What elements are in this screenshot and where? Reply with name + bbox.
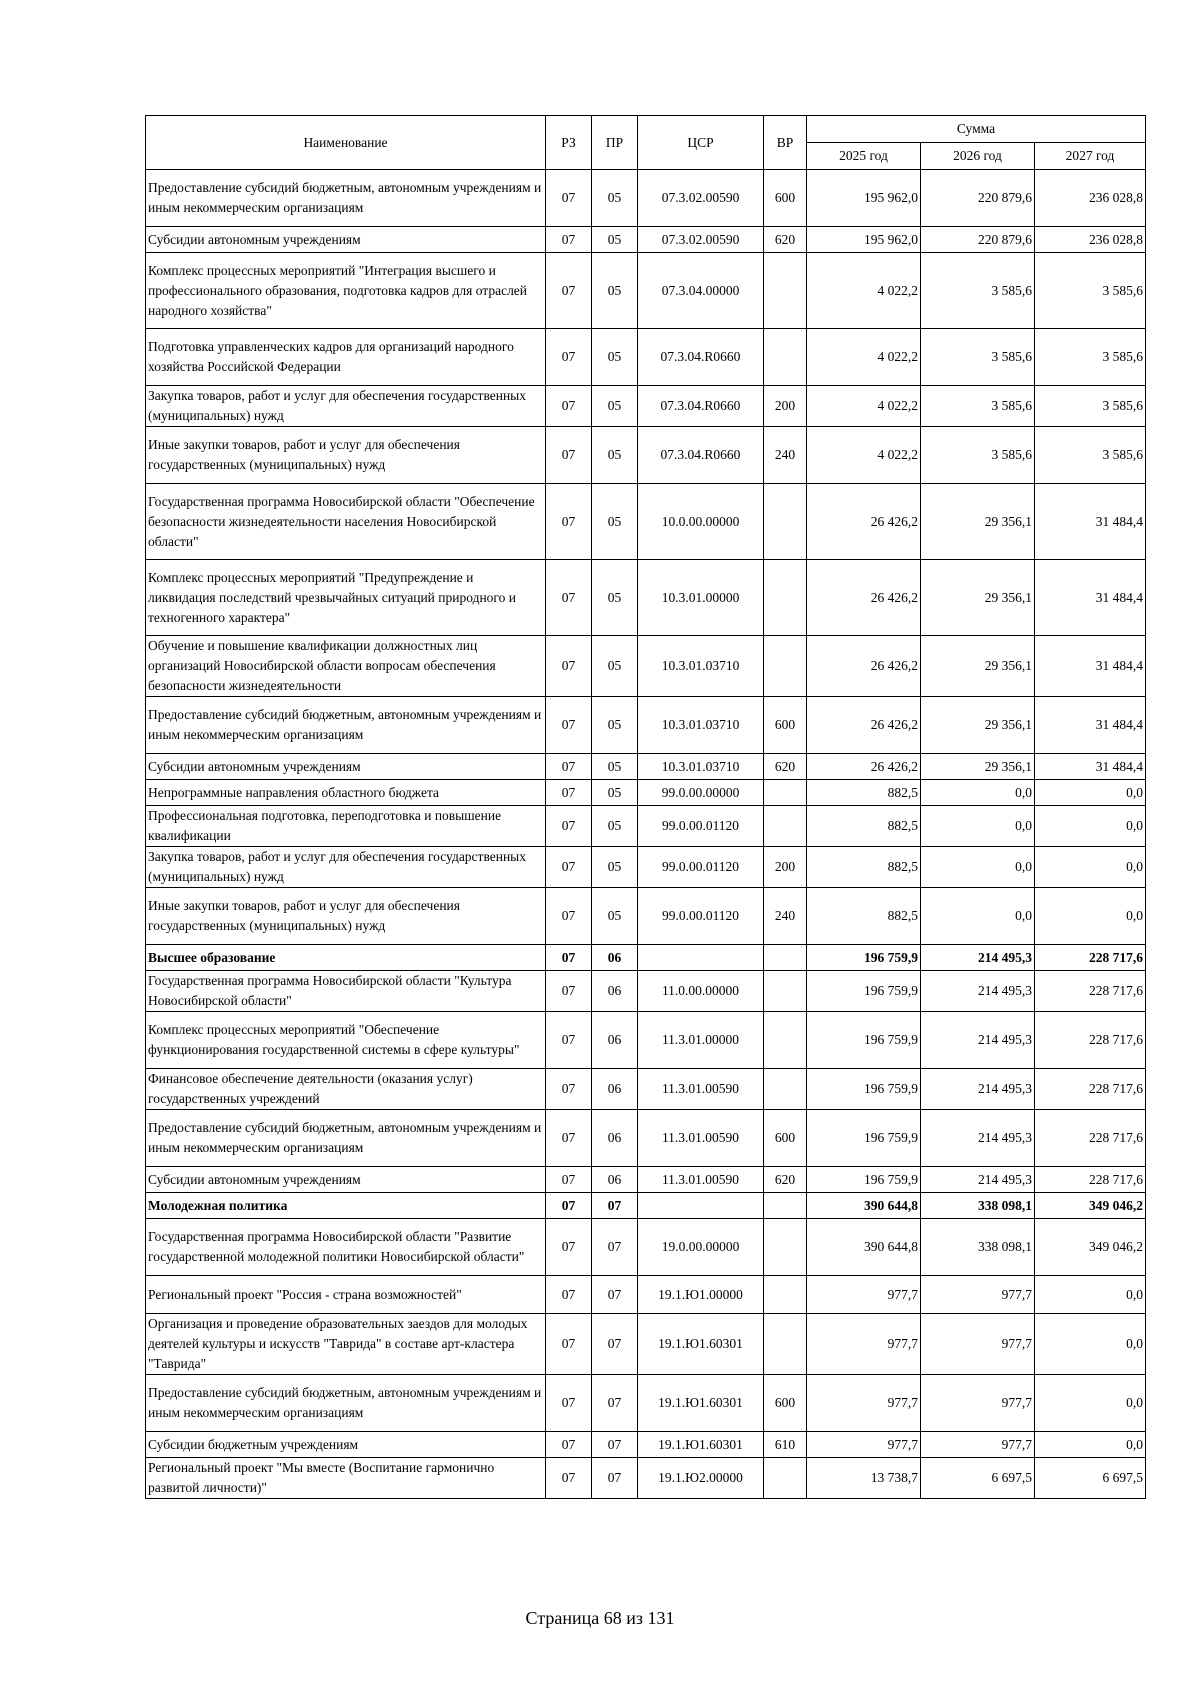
row-vr: [764, 1458, 807, 1499]
row-pr: 06: [592, 1167, 638, 1193]
row-sum-2025: 26 426,2: [807, 484, 921, 560]
row-rz: 07: [546, 780, 592, 806]
row-sum-2026: 29 356,1: [921, 636, 1035, 697]
row-vr: 620: [764, 754, 807, 780]
table-row: [146, 560, 1146, 636]
row-vr: [764, 636, 807, 697]
row-name: Закупка товаров, работ и услуг для обеспечения государственных (муниципальных) нужд: [146, 847, 546, 888]
row-sum-2025: 977,7: [807, 1276, 921, 1314]
row-vr: [764, 1314, 807, 1375]
page-number: Страница 68 из 131: [525, 1608, 675, 1628]
row-sum-2027: 31 484,4: [1035, 484, 1146, 560]
row-csr: 99.0.00.01120: [638, 888, 764, 945]
row-rz: 07: [546, 971, 592, 1012]
row-sum-2025: 195 962,0: [807, 227, 921, 253]
row-rz: 07: [546, 1432, 592, 1458]
row-sum-2025: 13 738,7: [807, 1458, 921, 1499]
table-row: [146, 1219, 1146, 1276]
row-sum-2027: 31 484,4: [1035, 754, 1146, 780]
row-sum-2025: 26 426,2: [807, 636, 921, 697]
row-pr: 06: [592, 1069, 638, 1110]
row-vr: 200: [764, 386, 807, 427]
row-sum-2027: 0,0: [1035, 780, 1146, 806]
header-rz: РЗ: [546, 116, 592, 170]
row-rz: 07: [546, 560, 592, 636]
row-rz: 07: [546, 1314, 592, 1375]
row-name: Комплекс процессных мероприятий "Интеграция высшего и профессионального образования, подготовка кадров для отраслей народного хозяйства": [146, 253, 546, 329]
row-csr: 07.3.04.00000: [638, 253, 764, 329]
row-csr: 99.0.00.01120: [638, 847, 764, 888]
row-name: Комплекс процессных мероприятий "Обеспечение функционирования государственной системы в сфере культуры": [146, 1012, 546, 1069]
row-sum-2026: 3 585,6: [921, 427, 1035, 484]
row-sum-2025: 26 426,2: [807, 697, 921, 754]
row-csr: 10.0.00.00000: [638, 484, 764, 560]
row-csr: 11.3.01.00590: [638, 1110, 764, 1167]
row-sum-2027: 0,0: [1035, 1432, 1146, 1458]
table-row: [146, 806, 1146, 847]
table-row: [146, 1167, 1146, 1193]
row-rz: 07: [546, 329, 592, 386]
row-vr: [764, 945, 807, 971]
row-sum-2026: 214 495,3: [921, 1167, 1035, 1193]
row-sum-2025: 4 022,2: [807, 427, 921, 484]
row-sum-2026: 214 495,3: [921, 1110, 1035, 1167]
row-sum-2026: 977,7: [921, 1375, 1035, 1432]
row-rz: 07: [546, 1193, 592, 1219]
row-name: Непрограммные направления областного бюджета: [146, 780, 546, 806]
row-vr: [764, 329, 807, 386]
row-name: Субсидии автономным учреждениям: [146, 754, 546, 780]
row-pr: 05: [592, 697, 638, 754]
row-rz: 07: [546, 253, 592, 329]
row-pr: 05: [592, 386, 638, 427]
row-name: Субсидии автономным учреждениям: [146, 1167, 546, 1193]
row-sum-2027: 0,0: [1035, 1375, 1146, 1432]
row-pr: 06: [592, 1110, 638, 1167]
table-row: [146, 1432, 1146, 1458]
row-sum-2025: 882,5: [807, 806, 921, 847]
row-sum-2026: 3 585,6: [921, 386, 1035, 427]
row-sum-2025: 196 759,9: [807, 945, 921, 971]
row-vr: [764, 1193, 807, 1219]
row-rz: 07: [546, 484, 592, 560]
row-pr: 05: [592, 780, 638, 806]
row-vr: [764, 1069, 807, 1110]
row-csr: 19.1.Ю1.60301: [638, 1432, 764, 1458]
row-sum-2027: 0,0: [1035, 888, 1146, 945]
row-vr: [764, 484, 807, 560]
row-sum-2027: 6 697,5: [1035, 1458, 1146, 1499]
row-vr: 600: [764, 697, 807, 754]
row-name: Предоставление субсидий бюджетным, автономным учреждениям и иным некоммерческим организациям: [146, 170, 546, 227]
table-row: [146, 1458, 1146, 1499]
row-csr: 07.3.04.R0660: [638, 329, 764, 386]
row-rz: 07: [546, 847, 592, 888]
row-sum-2027: 349 046,2: [1035, 1193, 1146, 1219]
row-rz: 07: [546, 1110, 592, 1167]
row-pr: 05: [592, 806, 638, 847]
row-sum-2025: 977,7: [807, 1314, 921, 1375]
row-sum-2027: 228 717,6: [1035, 1069, 1146, 1110]
row-sum-2025: 4 022,2: [807, 386, 921, 427]
row-sum-2027: 3 585,6: [1035, 386, 1146, 427]
row-csr: 99.0.00.00000: [638, 780, 764, 806]
row-name: Предоставление субсидий бюджетным, автономным учреждениям и иным некоммерческим организациям: [146, 697, 546, 754]
row-pr: 05: [592, 847, 638, 888]
table-row: [146, 636, 1146, 697]
row-pr: 07: [592, 1314, 638, 1375]
row-pr: 05: [592, 888, 638, 945]
row-csr: 11.3.01.00590: [638, 1069, 764, 1110]
row-vr: 620: [764, 1167, 807, 1193]
row-sum-2025: 26 426,2: [807, 754, 921, 780]
row-sum-2027: 3 585,6: [1035, 253, 1146, 329]
row-sum-2025: 196 759,9: [807, 1069, 921, 1110]
row-sum-2026: 0,0: [921, 806, 1035, 847]
row-rz: 07: [546, 1219, 592, 1276]
row-pr: 06: [592, 1012, 638, 1069]
table-row: [146, 1193, 1146, 1219]
table-row: [146, 697, 1146, 754]
row-vr: [764, 971, 807, 1012]
row-pr: 05: [592, 329, 638, 386]
row-csr: 07.3.04.R0660: [638, 386, 764, 427]
table-row: [146, 1375, 1146, 1432]
header-year-2025: 2025 год: [807, 143, 921, 170]
row-pr: 05: [592, 636, 638, 697]
row-sum-2026: 214 495,3: [921, 945, 1035, 971]
row-sum-2025: 196 759,9: [807, 1167, 921, 1193]
table-row: [146, 945, 1146, 971]
row-sum-2027: 236 028,8: [1035, 227, 1146, 253]
row-sum-2026: 29 356,1: [921, 560, 1035, 636]
row-csr: 10.3.01.00000: [638, 560, 764, 636]
row-pr: 07: [592, 1193, 638, 1219]
row-name: Подготовка управленческих кадров для организаций народного хозяйства Российской Федерации: [146, 329, 546, 386]
table-row: [146, 971, 1146, 1012]
table-row: [146, 170, 1146, 227]
row-vr: 600: [764, 1110, 807, 1167]
row-sum-2026: 220 879,6: [921, 227, 1035, 253]
row-csr: 10.3.01.03710: [638, 697, 764, 754]
row-csr: 07.3.04.R0660: [638, 427, 764, 484]
table-row: [146, 780, 1146, 806]
row-sum-2027: 228 717,6: [1035, 945, 1146, 971]
row-rz: 07: [546, 1276, 592, 1314]
row-sum-2025: 882,5: [807, 847, 921, 888]
row-rz: 07: [546, 945, 592, 971]
row-vr: [764, 1219, 807, 1276]
row-csr: 19.1.Ю1.60301: [638, 1375, 764, 1432]
row-pr: 05: [592, 227, 638, 253]
row-pr: 05: [592, 427, 638, 484]
row-sum-2025: 882,5: [807, 780, 921, 806]
row-sum-2026: 214 495,3: [921, 1012, 1035, 1069]
row-rz: 07: [546, 170, 592, 227]
table-row: [146, 1314, 1146, 1375]
row-pr: 07: [592, 1276, 638, 1314]
row-csr: 11.0.00.00000: [638, 971, 764, 1012]
row-sum-2027: 0,0: [1035, 1276, 1146, 1314]
row-sum-2026: 3 585,6: [921, 329, 1035, 386]
table-row: [146, 484, 1146, 560]
row-csr: 19.0.00.00000: [638, 1219, 764, 1276]
row-vr: 610: [764, 1432, 807, 1458]
header-pr: ПР: [592, 116, 638, 170]
row-sum-2025: 882,5: [807, 888, 921, 945]
row-vr: [764, 806, 807, 847]
row-pr: 05: [592, 170, 638, 227]
row-rz: 07: [546, 806, 592, 847]
row-sum-2025: 4 022,2: [807, 253, 921, 329]
row-sum-2026: 220 879,6: [921, 170, 1035, 227]
table-row: [146, 888, 1146, 945]
row-name: Организация и проведение образовательных заездов для молодых деятелей культуры и искусств "Таврида" в составе арт-кластера "Таврида": [146, 1314, 546, 1375]
row-csr: 19.1.Ю2.00000: [638, 1458, 764, 1499]
row-pr: 06: [592, 945, 638, 971]
row-name: Иные закупки товаров, работ и услуг для обеспечения государственных (муниципальных) нужд: [146, 427, 546, 484]
row-pr: 05: [592, 560, 638, 636]
row-vr: 600: [764, 170, 807, 227]
row-vr: [764, 780, 807, 806]
table-row: [146, 754, 1146, 780]
row-sum-2025: 196 759,9: [807, 1012, 921, 1069]
row-pr: 06: [592, 971, 638, 1012]
row-csr: 10.3.01.03710: [638, 754, 764, 780]
row-sum-2026: 29 356,1: [921, 697, 1035, 754]
row-name: Профессиональная подготовка, переподготовка и повышение квалификации: [146, 806, 546, 847]
row-pr: 05: [592, 754, 638, 780]
row-rz: 07: [546, 636, 592, 697]
row-sum-2026: 0,0: [921, 847, 1035, 888]
row-sum-2025: 4 022,2: [807, 329, 921, 386]
row-sum-2027: 228 717,6: [1035, 1167, 1146, 1193]
row-rz: 07: [546, 1167, 592, 1193]
row-rz: 07: [546, 227, 592, 253]
row-sum-2025: 196 759,9: [807, 971, 921, 1012]
table-row: [146, 329, 1146, 386]
row-name: Субсидии автономным учреждениям: [146, 227, 546, 253]
row-sum-2025: 977,7: [807, 1432, 921, 1458]
row-name: Субсидии бюджетным учреждениям: [146, 1432, 546, 1458]
row-name: Государственная программа Новосибирской области "Культура Новосибирской области": [146, 971, 546, 1012]
row-sum-2026: 0,0: [921, 780, 1035, 806]
row-sum-2027: 228 717,6: [1035, 1012, 1146, 1069]
row-sum-2026: 977,7: [921, 1314, 1035, 1375]
row-csr: 19.1.Ю1.00000: [638, 1276, 764, 1314]
row-sum-2026: 338 098,1: [921, 1193, 1035, 1219]
row-sum-2026: 977,7: [921, 1432, 1035, 1458]
row-name: Предоставление субсидий бюджетным, автономным учреждениям и иным некоммерческим организациям: [146, 1110, 546, 1167]
row-sum-2027: 0,0: [1035, 806, 1146, 847]
row-vr: [764, 1012, 807, 1069]
table-row: [146, 386, 1146, 427]
row-sum-2025: 26 426,2: [807, 560, 921, 636]
row-sum-2027: 0,0: [1035, 1314, 1146, 1375]
table-row: [146, 1069, 1146, 1110]
row-name: Иные закупки товаров, работ и услуг для обеспечения государственных (муниципальных) нужд: [146, 888, 546, 945]
row-csr: 07.3.02.00590: [638, 170, 764, 227]
table-row: [146, 427, 1146, 484]
row-sum-2027: 3 585,6: [1035, 329, 1146, 386]
row-name: Региональный проект "Мы вместе (Воспитание гармонично развитой личности)": [146, 1458, 546, 1499]
header-name: Наименование: [146, 116, 546, 170]
row-vr: 620: [764, 227, 807, 253]
row-sum-2026: 29 356,1: [921, 754, 1035, 780]
row-sum-2027: 0,0: [1035, 847, 1146, 888]
row-vr: [764, 1276, 807, 1314]
row-vr: 200: [764, 847, 807, 888]
row-rz: 07: [546, 427, 592, 484]
row-sum-2025: 977,7: [807, 1375, 921, 1432]
header-row: [146, 116, 1146, 143]
row-name: Предоставление субсидий бюджетным, автономным учреждениям и иным некоммерческим организациям: [146, 1375, 546, 1432]
row-rz: 07: [546, 1458, 592, 1499]
row-csr: [638, 945, 764, 971]
row-name: Комплекс процессных мероприятий "Предупреждение и ликвидация последствий чрезвычайных ситуаций природного и техногенного характера": [146, 560, 546, 636]
row-name: Закупка товаров, работ и услуг для обеспечения государственных (муниципальных) нужд: [146, 386, 546, 427]
row-csr: 99.0.00.01120: [638, 806, 764, 847]
row-pr: 07: [592, 1219, 638, 1276]
row-sum-2026: 3 585,6: [921, 253, 1035, 329]
row-rz: 07: [546, 386, 592, 427]
row-sum-2025: 390 644,8: [807, 1219, 921, 1276]
row-sum-2026: 214 495,3: [921, 1069, 1035, 1110]
row-vr: [764, 560, 807, 636]
table-row: [146, 227, 1146, 253]
row-pr: 07: [592, 1458, 638, 1499]
table-row: [146, 1012, 1146, 1069]
header-sum: Сумма: [807, 116, 1146, 143]
row-csr: 19.1.Ю1.60301: [638, 1314, 764, 1375]
table-row: [146, 1110, 1146, 1167]
table-row: [146, 1276, 1146, 1314]
row-sum-2027: 228 717,6: [1035, 1110, 1146, 1167]
row-sum-2026: 29 356,1: [921, 484, 1035, 560]
row-name: Региональный проект "Россия - страна возможностей": [146, 1276, 546, 1314]
row-csr: 10.3.01.03710: [638, 636, 764, 697]
row-sum-2027: 349 046,2: [1035, 1219, 1146, 1276]
row-sum-2026: 6 697,5: [921, 1458, 1035, 1499]
row-csr: 11.3.01.00000: [638, 1012, 764, 1069]
row-csr: 11.3.01.00590: [638, 1167, 764, 1193]
row-sum-2027: 31 484,4: [1035, 560, 1146, 636]
row-pr: 07: [592, 1432, 638, 1458]
header-csr: ЦСР: [638, 116, 764, 170]
row-sum-2027: 3 585,6: [1035, 427, 1146, 484]
row-sum-2025: 196 759,9: [807, 1110, 921, 1167]
row-vr: 600: [764, 1375, 807, 1432]
header-year-2027: 2027 год: [1035, 143, 1146, 170]
row-name: Обучение и повышение квалификации должностных лиц организаций Новосибирской области вопросам обеспечения безопасности жизнедеятельности: [146, 636, 546, 697]
table-row: [146, 253, 1146, 329]
row-rz: 07: [546, 754, 592, 780]
header-year-2026: 2026 год: [921, 143, 1035, 170]
row-name: Финансовое обеспечение деятельности (оказания услуг) государственных учреждений: [146, 1069, 546, 1110]
row-sum-2027: 31 484,4: [1035, 636, 1146, 697]
row-rz: 07: [546, 697, 592, 754]
row-sum-2027: 31 484,4: [1035, 697, 1146, 754]
row-rz: 07: [546, 888, 592, 945]
row-sum-2025: 195 962,0: [807, 170, 921, 227]
header-vr: ВР: [764, 116, 807, 170]
row-rz: 07: [546, 1069, 592, 1110]
row-sum-2026: 214 495,3: [921, 971, 1035, 1012]
row-vr: 240: [764, 427, 807, 484]
row-sum-2027: 236 028,8: [1035, 170, 1146, 227]
budget-table: [145, 115, 1146, 1499]
row-rz: 07: [546, 1012, 592, 1069]
row-sum-2026: 0,0: [921, 888, 1035, 945]
row-name: Высшее образование: [146, 945, 546, 971]
row-csr: [638, 1193, 764, 1219]
row-vr: 240: [764, 888, 807, 945]
row-pr: 07: [592, 1375, 638, 1432]
table-body: [146, 170, 1146, 1499]
row-sum-2025: 390 644,8: [807, 1193, 921, 1219]
row-pr: 05: [592, 253, 638, 329]
row-pr: 05: [592, 484, 638, 560]
row-sum-2026: 338 098,1: [921, 1219, 1035, 1276]
row-name: Государственная программа Новосибирской области "Развитие государственной молодежной политики Новосибирской области": [146, 1219, 546, 1276]
row-rz: 07: [546, 1375, 592, 1432]
row-csr: 07.3.02.00590: [638, 227, 764, 253]
row-sum-2027: 228 717,6: [1035, 971, 1146, 1012]
table-row: [146, 847, 1146, 888]
row-sum-2026: 977,7: [921, 1276, 1035, 1314]
row-name: Молодежная политика: [146, 1193, 546, 1219]
row-name: Государственная программа Новосибирской области "Обеспечение безопасности жизнедеятельности населения Новосибирской области": [146, 484, 546, 560]
row-vr: [764, 253, 807, 329]
